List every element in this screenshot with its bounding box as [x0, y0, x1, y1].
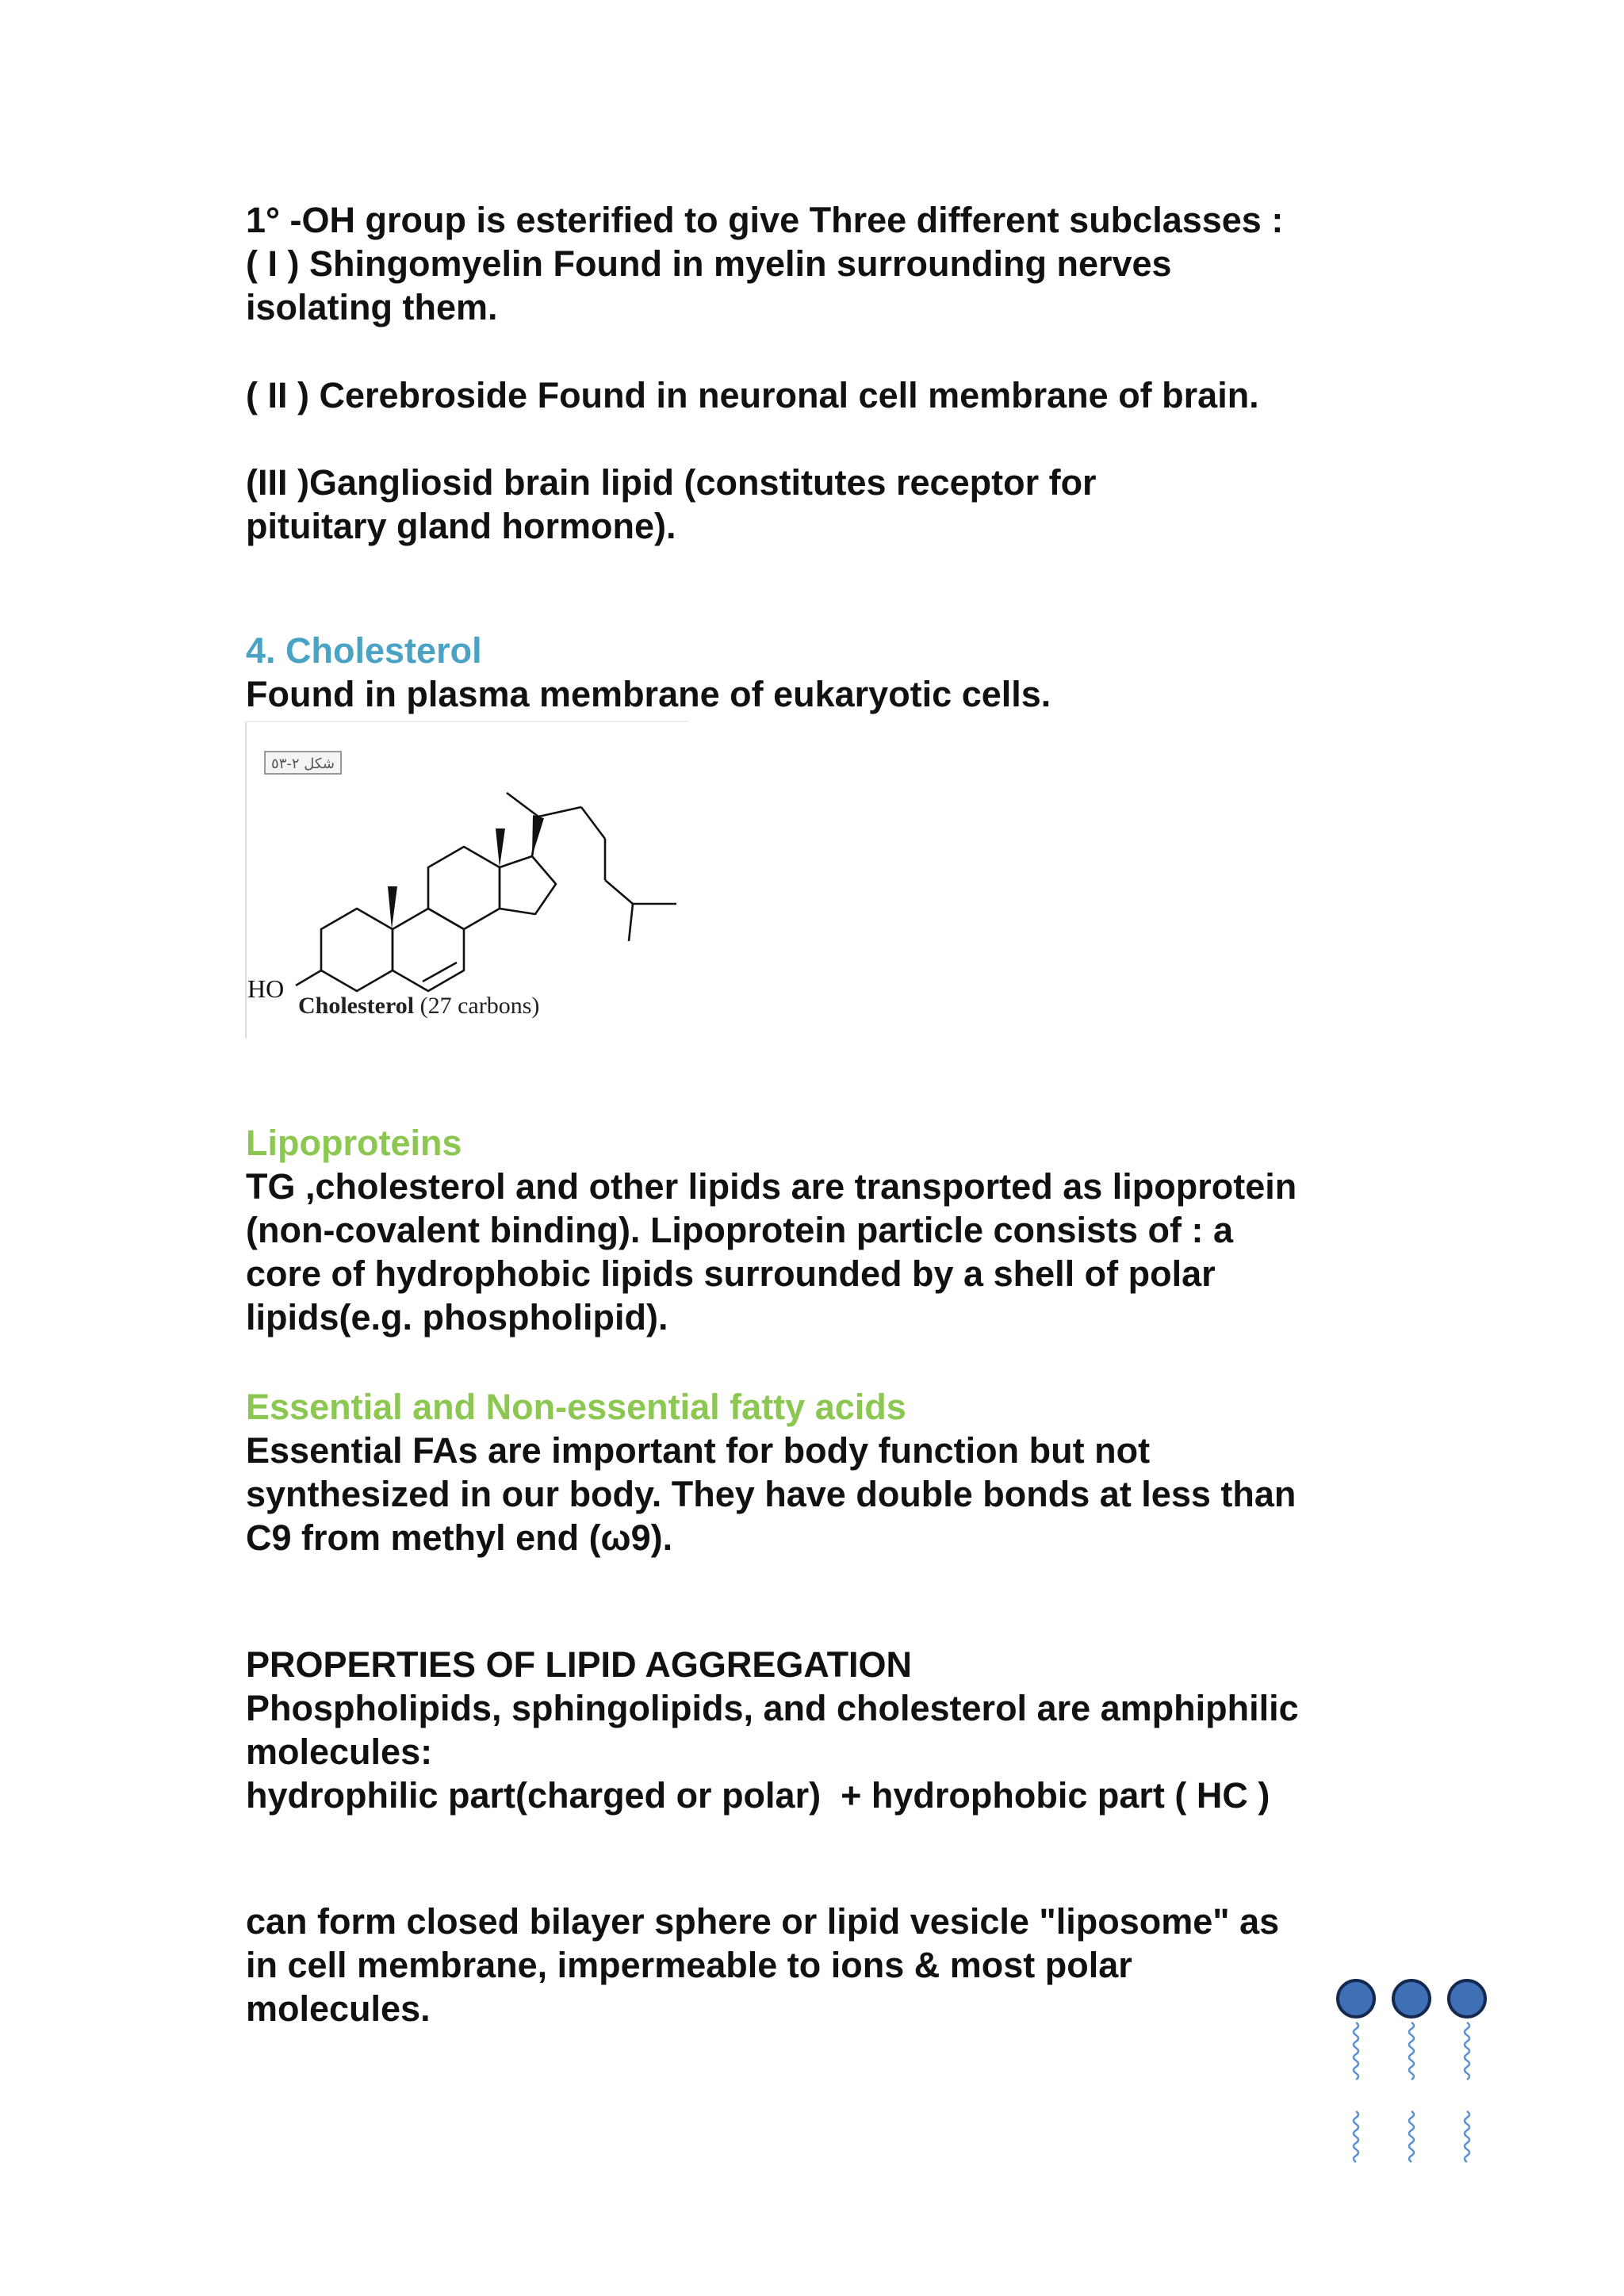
text-line: molecules: [246, 1732, 433, 1772]
text-line: molecules. [246, 1988, 431, 2029]
caption-detail: (27 carbons) [414, 993, 540, 1019]
caption-name: Cholesterol [298, 993, 415, 1019]
cerebroside-text [246, 373, 1259, 417]
heading-text: PROPERTIES OF LIPID AGGREGATION [246, 1644, 913, 1685]
hydroxyl-label: HO [247, 974, 285, 1003]
lipid-molecule [1338, 1980, 1374, 2162]
lipid-head [1338, 1980, 1374, 2017]
lipid-tail [1409, 2022, 1414, 2080]
steroid-skeleton [296, 793, 676, 991]
text-line: C9 from methyl end (ω9). [246, 1517, 673, 1558]
cholesterol-structure-figure [244, 714, 688, 1043]
lipid-tail [1354, 2022, 1358, 2080]
text-line: (non-covalent binding). Lipoprotein particle consists of : a [246, 1210, 1234, 1250]
text-line: Found in plasma membrane of eukaryotic cells. [246, 674, 1051, 714]
figure-caption [298, 993, 539, 1019]
aggregation-heading [246, 1643, 912, 1686]
figure-tag [265, 752, 341, 774]
fatty-acids-text [246, 1429, 1296, 1559]
text-line: ( II ) Cerebroside Found in neuronal cell membrane of brain. [246, 375, 1259, 415]
lipid-molecule [1393, 1980, 1430, 2162]
lipoproteins-heading [246, 1121, 462, 1165]
cholesterol-text [246, 672, 1051, 716]
heading-text: Essential and Non-essential fatty acids [246, 1387, 906, 1427]
text-line: pituitary gland hormone). [246, 506, 676, 546]
lipid-tail [1354, 2111, 1358, 2162]
gangliosid-text [246, 461, 1097, 548]
text-line: ( I ) Shingomyelin Found in myelin surrounding nerves [246, 243, 1172, 284]
liposome-text [246, 1900, 1279, 2030]
lipid-head [1393, 1980, 1430, 2017]
heading-text: 4. Cholesterol [246, 630, 482, 671]
text-line: hydrophilic part(charged or polar) + hydrophobic part ( HC ) [246, 1775, 1270, 1816]
lipid-tail [1465, 2111, 1469, 2162]
text-line: core of hydrophobic lipids surrounded by a shell of polar [246, 1253, 1216, 1294]
text-line: synthesized in our body. They have double bonds at less than [246, 1474, 1297, 1514]
lipid-molecule [1449, 1980, 1485, 2162]
text-line: 1° -OH group is esterified to give Three different subclasses : [246, 200, 1284, 240]
text-line: can form closed bilayer sphere or lipid vesicle "liposome" as [246, 1901, 1280, 1942]
lipid-tail [1409, 2111, 1414, 2162]
text-line: Phospholipids, sphingolipids, and cholesterol are amphiphilic [246, 1688, 1299, 1728]
aggregation-text [246, 1686, 1299, 1817]
fatty-acids-heading [246, 1385, 906, 1429]
figure-tag-text: شكل ٢-٥٣ [271, 756, 335, 772]
text-line: Essential FAs are important for body function but not [246, 1430, 1151, 1471]
lipoproteins-text [246, 1165, 1297, 1339]
lipid-tail [1465, 2022, 1469, 2080]
text-line: isolating them. [246, 287, 498, 327]
text-line: lipids(e.g. phospholipid). [246, 1297, 668, 1337]
phospholipid-illustration [1332, 1978, 1499, 2176]
cholesterol-heading [246, 629, 482, 672]
sphingolipid-intro [246, 198, 1283, 329]
heading-text: Lipoproteins [246, 1123, 462, 1163]
text-line: in cell membrane, impermeable to ions & most polar [246, 1945, 1132, 1985]
text-line: TG ,cholesterol and other lipids are transported as lipoprotein [246, 1166, 1297, 1207]
text-line: (III )Gangliosid brain lipid (constitutes receptor for [246, 462, 1097, 503]
lipid-head [1449, 1980, 1485, 2017]
